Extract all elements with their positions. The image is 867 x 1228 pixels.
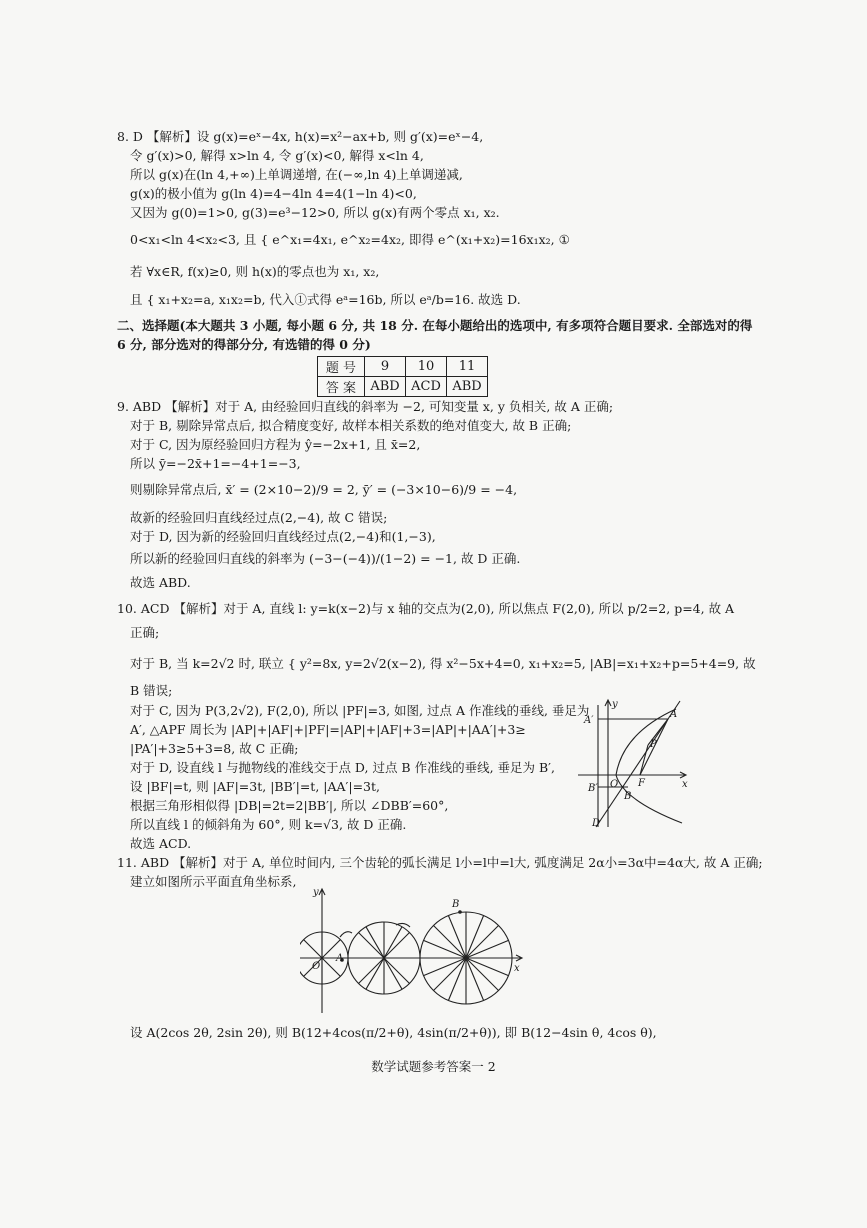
q10-line-10: 根据三角形相似得 |DB|=2t=2|BB′|, 所以 ∠DBB′=60°, (130, 798, 449, 813)
q10-line-11: 所以直线 l 的倾斜角为 60°, 则 k=√3, 故 D 正确. (130, 817, 407, 832)
q9-line-8: 所以新的经验回归直线的斜率为 (−3−(−4))/(1−2) = −1, 故 D 正确. (130, 551, 521, 566)
answer-table (317, 356, 488, 397)
fig10-label-x: x (682, 779, 688, 790)
fig10-label-D: D (592, 818, 601, 829)
q9-line-6: 故新的经验回归直线经过点(2,−4), 故 C 错误; (130, 510, 388, 525)
q10-line-12: 故选 ACD. (130, 836, 192, 851)
q10-line-8: 对于 D, 设直线 l 与抛物线的准线交于点 D, 过点 B 作准线的垂线, 垂足为 B′, (130, 760, 555, 775)
large-gear (420, 912, 512, 1004)
medium-gear (348, 922, 420, 994)
answer-table-answer: ABD (447, 377, 488, 397)
answer-table-number: 9 (365, 357, 406, 377)
q10-line-6: A′, △APF 周长为 |AP|+|AF|+|PF|=|AP|+|AF|+3=|AP|+|AA′|+3≥ (130, 722, 526, 737)
q10-line-4: B 错误; (130, 683, 173, 698)
answer-table-answer-row (318, 377, 488, 397)
fig10-label-A: A (670, 709, 678, 720)
q10-line-5: 对于 C, 因为 P(3,2√2), F(2,0), 所以 |PF|=3, 如图, 过点 A 作准线的垂线, 垂足为 (130, 703, 590, 718)
parabola-curve (616, 709, 682, 823)
answer-table-answer-label: 答 案 (318, 377, 365, 397)
fig10-label-O: O (610, 779, 619, 790)
q10-line-3: 对于 B, 当 k=2√2 时, 联立 { y²=8x, y=2√2(x−2), 得 x²−5x+4=0, x₁+x₂=5, |AB|=x₁+x₂+p=5+4=9, 故 (130, 656, 756, 671)
q11-line-3: 设 A(2cos 2θ, 2sin 2θ), 则 B(12+4cos(π/2+θ), 4sin(π/2+θ)), 即 B(12−4sin θ, 4cos θ), (130, 1025, 657, 1040)
q9-line-4: 所以 ȳ=−2x̄+1=−4+1=−3, (130, 456, 301, 471)
fig10-label-A-prime: A′ (584, 715, 594, 726)
q9-line-1: 9. ABD 【解析】对于 A, 由经验回归直线的斜率为 −2, 可知变量 x, y 负相关, 故 A 正确; (117, 399, 614, 414)
answer-table-number: 10 (406, 357, 447, 377)
parabola-figure (578, 695, 690, 830)
page-footer: 数学试题参考答案一 2 (371, 1059, 496, 1074)
fig10-label-B: B (624, 791, 632, 802)
fig10-label-P: P (650, 739, 657, 750)
fig11-label-O: O (312, 961, 321, 972)
q9-line-3: 对于 C, 因为原经验回归方程为 ŷ=−2x+1, 且 x̄=2, (130, 437, 421, 452)
q10-line-7: |PA′|+3≥5+3=8, 故 C 正确; (130, 741, 299, 756)
fig11-label-y: y (313, 887, 319, 898)
q10-line-2: 正确; (130, 625, 160, 640)
answer-table-number: 11 (447, 357, 488, 377)
q8-line-1: 8. D 【解析】设 g(x)=eˣ−4x, h(x)=x²−ax+b, 则 g′(x)=eˣ−4, (117, 129, 484, 144)
fig11-label-x: x (514, 963, 520, 974)
q8-line-4: g(x)的极小值为 g(ln 4)=4−4ln 4=4(1−ln 4)<0, (130, 186, 417, 201)
q9-line-7: 对于 D, 因为新的经验回归直线经过点(2,−4)和(1,−3), (130, 529, 436, 544)
fig10-label-F: F (638, 778, 645, 789)
q11-line-2: 建立如图所示平面直角坐标系, (130, 874, 297, 889)
q8-line-2: 令 g′(x)>0, 解得 x>ln 4, 令 g′(x)<0, 解得 x<ln 4, (130, 148, 424, 163)
answer-table-header-row (318, 357, 488, 377)
q9-line-9: 故选 ABD. (130, 575, 191, 590)
fig11-label-A: A (336, 953, 344, 964)
q8-line-5: 又因为 g(0)=1>0, g(3)=e³−12>0, 所以 g(x)有两个零点 x₁, x₂. (130, 205, 500, 220)
answer-table-answer: ACD (406, 377, 447, 397)
q8-line-8: 且 { x₁+x₂=a, x₁x₂=b, 代入①式得 eᵃ=16b, 所以 eᵃ/b=16. 故选 D. (130, 292, 521, 307)
section-2-heading-cont: 6 分, 部分选对的得部分分, 有选错的得 0 分) (117, 337, 371, 352)
gears-figure (300, 885, 530, 1015)
q8-line-3: 所以 g(x)在(ln 4,+∞)上单调递增, 在(−∞,ln 4)上单调递减, (130, 167, 463, 182)
fig11-label-B: B (452, 899, 460, 910)
q10-line-1: 10. ACD 【解析】对于 A, 直线 l: y=k(x−2)与 x 轴的交点为(2,0), 所以焦点 F(2,0), 所以 p/2=2, p=4, 故 A (117, 601, 735, 616)
q9-line-2: 对于 B, 剔除异常点后, 拟合精度变好, 故样本相关系数的绝对值变大, 故 B 正确; (130, 418, 572, 433)
fig10-label-B-prime: B′ (588, 783, 598, 794)
answer-table-header-label: 题 号 (318, 357, 365, 377)
q11-line-1: 11. ABD 【解析】对于 A, 单位时间内, 三个齿轮的弧长满足 l小=l中=l大, 弧度满足 2α小=3α中=4α大, 故 A 正确; (117, 855, 763, 870)
q8-line-7: 若 ∀x∈R, f(x)≥0, 则 h(x)的零点也为 x₁, x₂, (130, 264, 380, 279)
q10-line-9: 设 |BF|=t, 则 |AF|=3t, |BB′|=t, |AA′|=3t, (130, 779, 381, 794)
q9-line-5: 则剔除异常点后, x̄′ = (2×10−2)/9 = 2, ȳ′ = (−3×10−6)/9 = −4, (130, 482, 518, 497)
section-2-heading: 二、选择题(本大题共 3 小题, 每小题 6 分, 共 18 分. 在每小题给出的选项中, 有多项符合题目要求. 全部选对的得 (117, 318, 753, 333)
answer-table-answer: ABD (365, 377, 406, 397)
q8-line-6: 0<x₁<ln 4<x₂<3, 且 { e^x₁=4x₁, e^x₂=4x₂, 即得 e^(x₁+x₂)=16x₁x₂, ① (130, 232, 570, 247)
fig10-label-y: y (612, 699, 618, 710)
